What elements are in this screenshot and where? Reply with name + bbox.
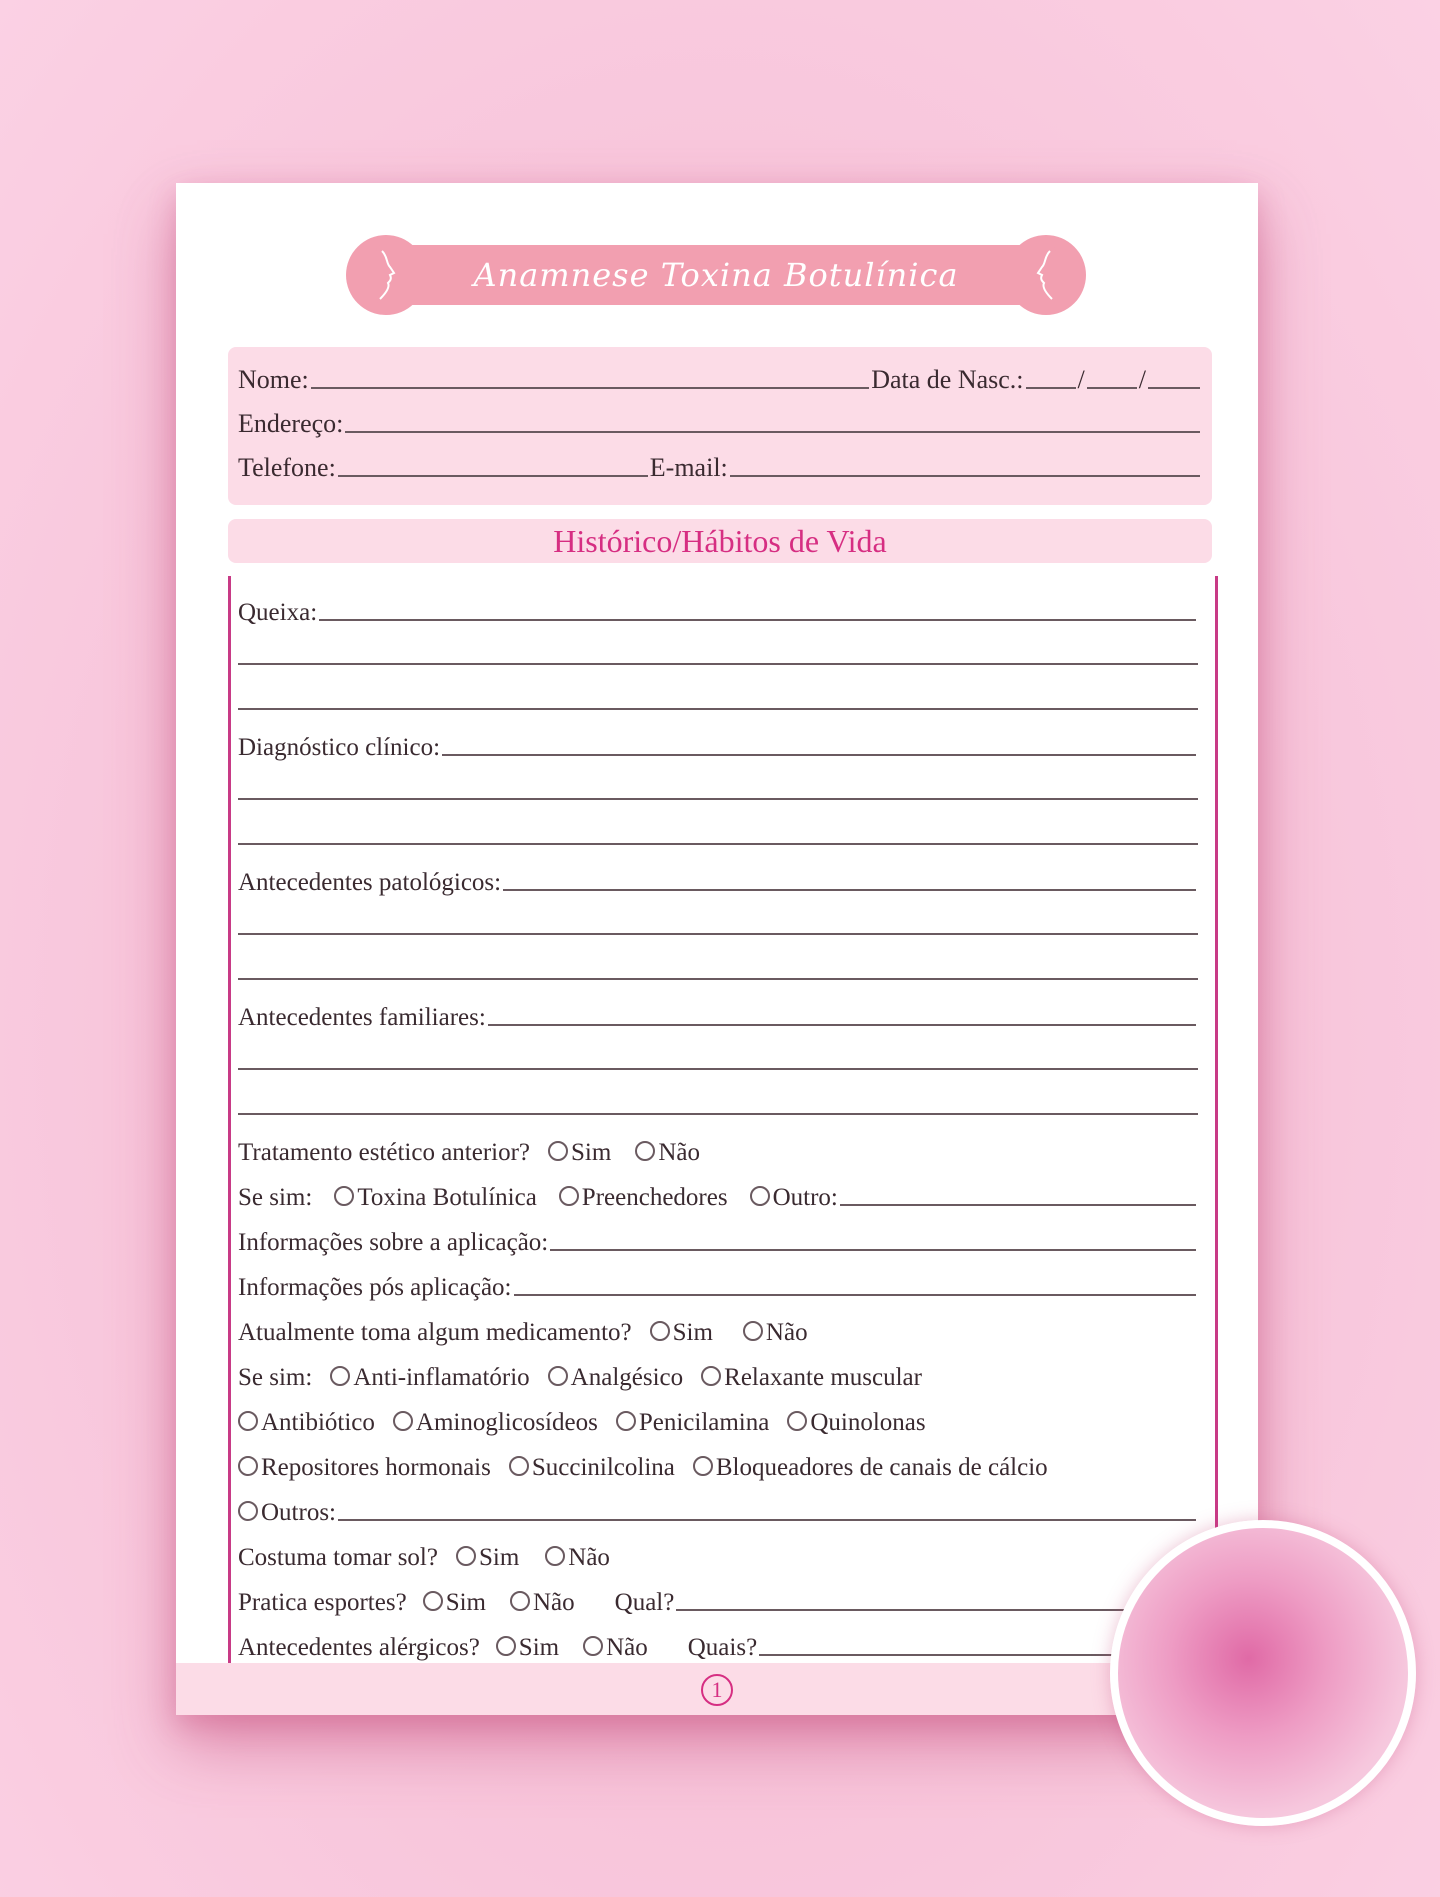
queixa-line-3[interactable] [238, 708, 1198, 710]
radio-icon[interactable] [701, 1366, 721, 1386]
option-label: Sim [445, 1589, 486, 1616]
antibiotico-option[interactable] [238, 1409, 375, 1437]
diagnostico-line-3[interactable] [238, 843, 1198, 845]
info-aplicacao-row [238, 1221, 1198, 1257]
option-label: Outro: [772, 1184, 838, 1211]
preenchedores-option[interactable] [559, 1184, 728, 1212]
radio-icon[interactable] [330, 1366, 350, 1386]
outros-field[interactable] [338, 1519, 1196, 1521]
info-pos-label: Informações pós aplicação: [238, 1274, 512, 1301]
address-label: Endereço: [238, 409, 344, 438]
patologicos-field[interactable] [503, 889, 1196, 891]
radio-icon[interactable] [548, 1366, 568, 1386]
option-label: Sim [518, 1634, 560, 1661]
dob-separator: / [1138, 365, 1146, 394]
bloqueadores-option[interactable] [693, 1454, 1048, 1482]
radio-icon[interactable] [238, 1501, 258, 1521]
email-label: E-mail: [649, 453, 728, 482]
repositores-option[interactable] [238, 1454, 491, 1482]
name-label: Nome: [238, 365, 309, 394]
outro-field[interactable] [840, 1204, 1196, 1206]
patologicos-line-2[interactable] [238, 933, 1198, 935]
quais-label: Quais? [687, 1634, 758, 1661]
zoom-detail-circle [1110, 1520, 1416, 1826]
radio-icon[interactable] [743, 1321, 763, 1341]
radio-icon[interactable] [238, 1411, 258, 1431]
relaxante-option[interactable] [701, 1364, 922, 1392]
alergicos-sim-option[interactable] [496, 1634, 559, 1662]
queixa-field[interactable] [319, 619, 1196, 621]
sol-sim-option[interactable] [456, 1544, 519, 1572]
dob-separator: / [1077, 365, 1085, 394]
outros-option[interactable] [238, 1499, 336, 1527]
qual-field[interactable] [676, 1609, 1196, 1611]
alergicos-question: Antecedentes alérgicos? [238, 1634, 480, 1661]
familiares-field[interactable] [488, 1024, 1196, 1026]
radio-icon[interactable] [393, 1411, 413, 1431]
diagnostico-line-2[interactable] [238, 798, 1198, 800]
qual-label: Qual? [614, 1589, 675, 1616]
radio-icon[interactable] [545, 1546, 565, 1566]
dob-label: Data de Nasc.: [871, 365, 1024, 394]
option-label: Não [568, 1544, 610, 1571]
option-label: Sim [672, 1319, 713, 1346]
option-label: Sim [478, 1544, 520, 1571]
option-label: Outros: [261, 1499, 336, 1526]
outros-row [238, 1491, 1198, 1527]
radio-icon[interactable] [693, 1456, 713, 1476]
outro-option[interactable] [750, 1184, 838, 1212]
diagnostico-label: Diagnóstico clínico: [238, 734, 441, 761]
info-pos-field[interactable] [514, 1294, 1197, 1296]
radio-icon[interactable] [635, 1141, 655, 1161]
tratamento-tipo-row [238, 1176, 1198, 1212]
se-sim-label: Se sim: [238, 1364, 313, 1391]
option-label: Não [532, 1589, 575, 1616]
diagnostico-row [238, 726, 1198, 762]
familiares-line-2[interactable] [238, 1068, 1198, 1070]
option-label: Não [765, 1319, 808, 1346]
aminoglicosideos-option[interactable] [393, 1409, 598, 1437]
radio-icon[interactable] [509, 1456, 529, 1476]
alergicos-row [238, 1626, 1198, 1662]
medicamento-tipo-row-2 [238, 1401, 1198, 1437]
email-field[interactable] [730, 475, 1200, 477]
radio-icon[interactable] [559, 1186, 579, 1206]
tratamento-sim-option[interactable] [548, 1139, 611, 1167]
option-label: Analgésico [570, 1364, 684, 1391]
esportes-question: Pratica esportes? [238, 1589, 407, 1616]
option-label: Sim [571, 1139, 612, 1166]
medicamento-tipo-row-3 [238, 1446, 1198, 1482]
face-profile-icon [366, 249, 406, 301]
sol-nao-option[interactable] [545, 1544, 610, 1572]
alergicos-nao-option[interactable] [583, 1634, 648, 1662]
form-sheet [176, 183, 1258, 1715]
option-label: Anti-inflamatório [353, 1364, 530, 1391]
medicamento-tipo-row-1 [238, 1356, 1198, 1392]
esportes-nao-option[interactable] [510, 1589, 575, 1617]
radio-icon[interactable] [334, 1186, 354, 1206]
radio-icon[interactable] [456, 1546, 476, 1566]
page-number: 1 [701, 1674, 733, 1706]
tratamento-nao-option[interactable] [635, 1139, 700, 1167]
familiares-row [238, 996, 1198, 1032]
phone-email-row [238, 447, 1202, 483]
info-pos-row [238, 1266, 1198, 1302]
radio-icon[interactable] [496, 1636, 516, 1656]
address-row [238, 403, 1202, 439]
option-label: Relaxante muscular [724, 1364, 922, 1391]
radio-icon[interactable] [650, 1321, 670, 1341]
patologicos-line-3[interactable] [238, 978, 1198, 980]
info-aplicacao-field[interactable] [550, 1249, 1196, 1251]
diagnostico-field[interactable] [442, 754, 1196, 756]
radio-icon[interactable] [423, 1591, 443, 1611]
radio-icon[interactable] [616, 1411, 636, 1431]
option-label: Penicilamina [638, 1409, 770, 1436]
info-aplicacao-label: Informações sobre a aplicação: [238, 1229, 549, 1256]
title-banner [346, 235, 1086, 315]
option-label: Succinilcolina [531, 1454, 675, 1481]
patologicos-label: Antecedentes patológicos: [238, 869, 502, 896]
medicamento-question: Atualmente toma algum medicamento? [238, 1319, 632, 1346]
radio-icon[interactable] [238, 1456, 258, 1476]
option-label: Preenchedores [581, 1184, 728, 1211]
radio-icon[interactable] [583, 1636, 603, 1656]
radio-icon[interactable] [510, 1591, 530, 1611]
option-label: Aminoglicosídeos [415, 1409, 598, 1436]
queixa-line-2[interactable] [238, 663, 1198, 665]
option-label: Repositores hormonais [261, 1454, 491, 1481]
queixa-row [238, 591, 1198, 627]
option-label: Antibiótico [261, 1409, 375, 1436]
face-profile-icon [1026, 249, 1066, 301]
penicilamina-option[interactable] [616, 1409, 770, 1437]
patologicos-row [238, 861, 1198, 897]
radio-icon[interactable] [548, 1141, 568, 1161]
sol-question: Costuma tomar sol? [238, 1544, 438, 1571]
medicamento-row [238, 1311, 1198, 1347]
medicamento-nao-option[interactable] [743, 1319, 808, 1347]
familiares-label: Antecedentes familiares: [238, 1004, 486, 1031]
address-field[interactable] [345, 431, 1200, 433]
sol-row [238, 1536, 1198, 1572]
dob-month-field[interactable] [1087, 387, 1137, 389]
queixa-label: Queixa: [238, 599, 318, 626]
esportes-sim-option[interactable] [423, 1589, 486, 1617]
dob-day-field[interactable] [1026, 387, 1076, 389]
phone-field[interactable] [338, 475, 648, 477]
tratamento-row [238, 1131, 1198, 1167]
quinolonas-option[interactable] [787, 1409, 925, 1437]
phone-label: Telefone: [238, 453, 336, 482]
se-sim-label: Se sim: [238, 1184, 313, 1211]
option-label: Não [658, 1139, 700, 1166]
option-label: Não [606, 1634, 648, 1661]
option-label: Bloqueadores de canais de cálcio [715, 1454, 1048, 1481]
anti-inflamatorio-option[interactable] [330, 1364, 529, 1392]
analgesico-option[interactable] [548, 1364, 683, 1392]
option-label: Toxina Botulínica [357, 1184, 537, 1211]
option-label: Quinolonas [810, 1409, 926, 1436]
familiares-line-3[interactable] [238, 1113, 1198, 1115]
dob-year-field[interactable] [1148, 387, 1200, 389]
radio-icon[interactable] [787, 1411, 807, 1431]
esportes-row [238, 1581, 1198, 1617]
radio-icon[interactable] [750, 1186, 770, 1206]
toxina-option[interactable] [334, 1184, 536, 1212]
name-field[interactable] [311, 387, 869, 389]
succinilcolina-option[interactable] [509, 1454, 675, 1482]
patient-info-block [228, 347, 1212, 505]
section-title: Histórico/Hábitos de Vida [228, 519, 1212, 563]
medicamento-sim-option[interactable] [650, 1319, 713, 1347]
tratamento-question: Tratamento estético anterior? [238, 1139, 531, 1166]
form-title: Anamnese Toxina Botulínica [473, 256, 959, 294]
name-dob-row [238, 359, 1202, 395]
